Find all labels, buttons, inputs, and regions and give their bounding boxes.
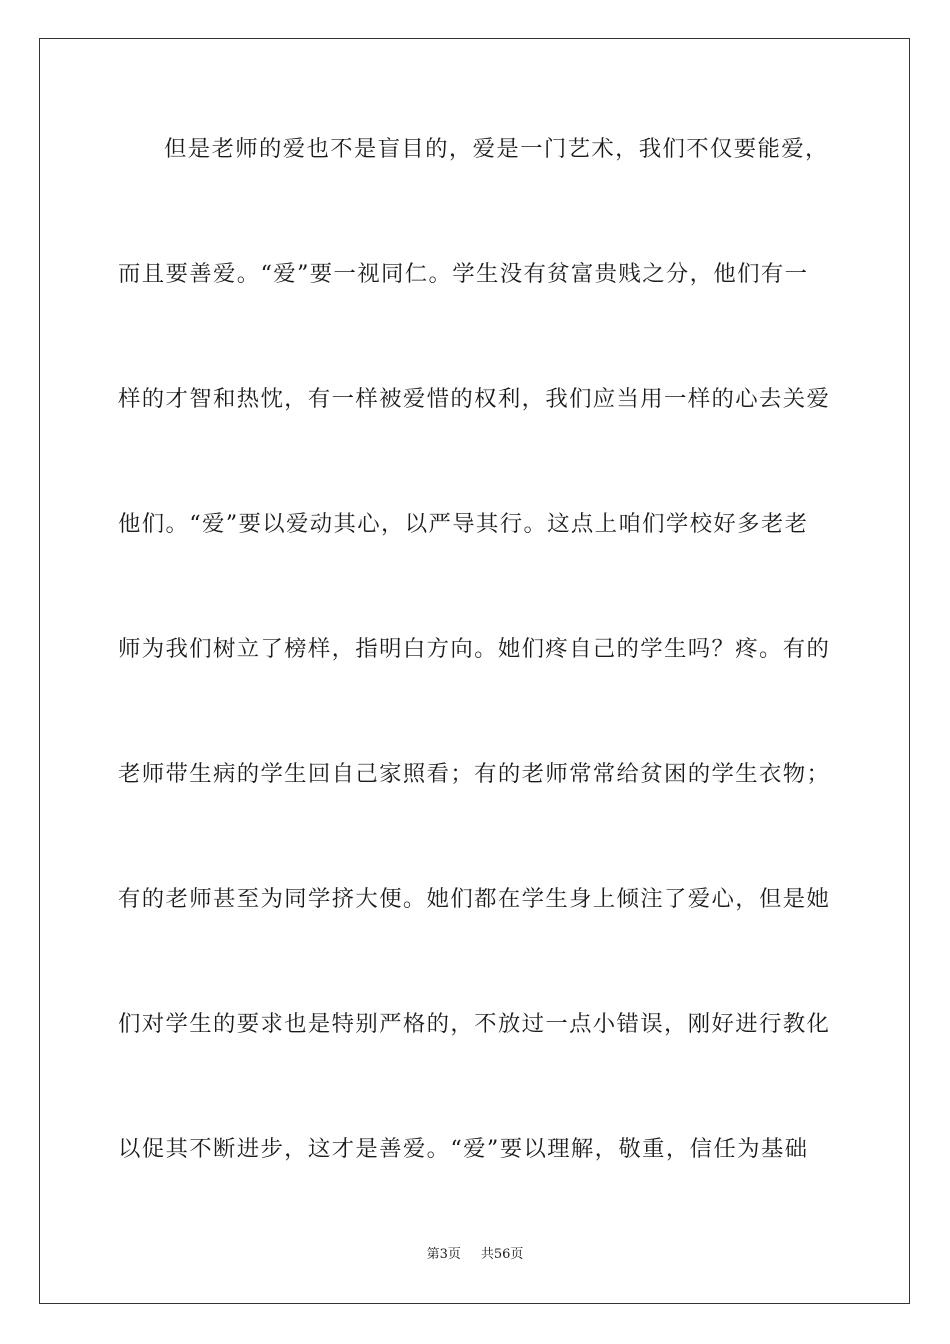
text-line-4: 他们。“爱”要以爱动其心，以严导其行。这点上咱们学校好多老老 [118, 511, 809, 537]
page-border [39, 38, 910, 1304]
text-line-9: 以促其不断进步，这才是善爱。“爱”要以理解，敬重，信任为基础 [118, 1136, 809, 1162]
page-number: 第3页 [426, 1247, 461, 1262]
text-line-2: 而且要善爱。“爱”要一视同仁。学生没有贫富贵贱之分，他们有一 [118, 261, 809, 287]
total-pages: 共56页 [480, 1247, 524, 1262]
text-line-1: 但是老师的爱也不是盲目的，爱是一门艺术，我们不仅要能爱， [164, 136, 829, 162]
text-line-5: 师为我们树立了榜样，指明白方向。她们疼自己的学生吗？疼。有的 [118, 636, 831, 662]
text-line-7: 有的老师甚至为同学挤大便。她们都在学生身上倾注了爱心，但是她 [118, 886, 831, 912]
page-footer [0, 1246, 950, 1264]
text-line-6: 老师带生病的学生回自己家照看；有的老师常常给贫困的学生衣物； [118, 761, 831, 787]
text-line-8: 们对学生的要求也是特别严格的，不放过一点小错误，刚好进行教化 [118, 1011, 831, 1037]
text-line-3: 样的才智和热忱，有一样被爱惜的权利，我们应当用一样的心去关爱 [118, 386, 831, 412]
